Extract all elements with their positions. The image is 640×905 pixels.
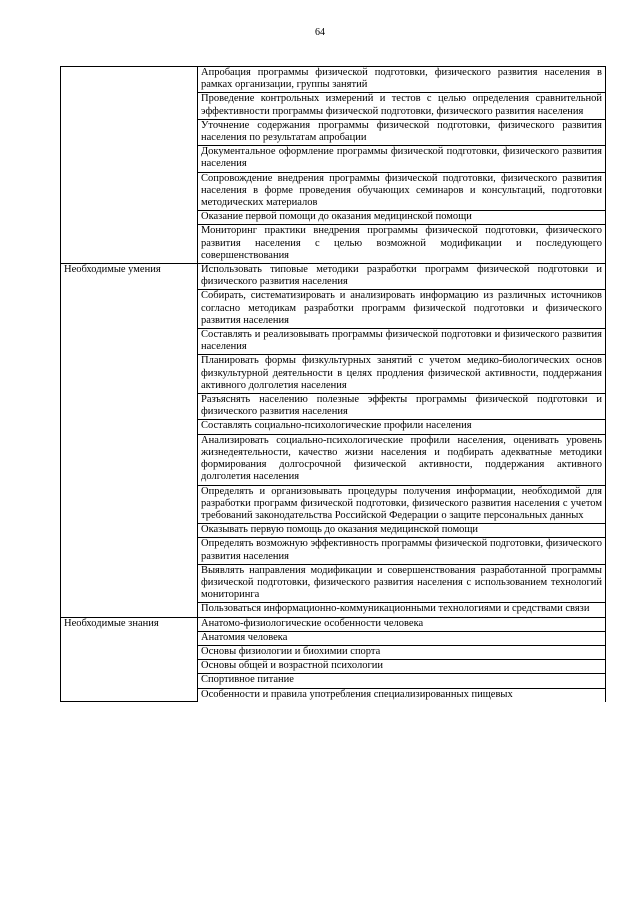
section-label-knowledge: Необходимые знания [61, 617, 198, 702]
row-text: Анатомо-физиологические особенности человека [198, 617, 606, 631]
table-row [61, 67, 606, 93]
row-text: Составлять социально-психологические профили населения [198, 420, 606, 434]
row-text: Документальное оформление программы физической подготовки, физического развития населения [198, 146, 606, 172]
row-label [61, 67, 198, 264]
row-text: Основы физиологии и биохимии спорта [198, 645, 606, 659]
row-text: Оказывать первую помощь до оказания медицинской помощи [198, 524, 606, 538]
row-text: Планировать формы физкультурных занятий с учетом медико-биологических основ физкультурной деятельности в целях продления физической активности, поддержания активного долголетия населения [198, 355, 606, 394]
row-text: Составлять и реализовывать программы физической подготовки и физического развития населения [198, 329, 606, 355]
table-row [61, 264, 606, 290]
row-text: Собирать, систематизировать и анализировать информацию из различных источников согласно методикам разработки программ физической подготовки и физического развития населения [198, 290, 606, 329]
section-label-skills: Необходимые умения [61, 264, 198, 617]
row-text: Апробация программы физической подготовки, физического развития населения в рамках организации, группы занятий [198, 67, 606, 93]
row-text: Использовать типовые методики разработки программ физической подготовки и физического развития населения [198, 264, 606, 290]
table-row [61, 617, 606, 631]
row-text: Разъяснять населению полезные эффекты программы физической подготовки и физического развития населения [198, 394, 606, 420]
row-text: Проведение контрольных измерений и тестов с целью определения сравнительной эффективности программы физической подготовки, физического развития населения [198, 93, 606, 119]
row-text: Уточнение содержания программы физической подготовки, физического развития населения по результатам апробации [198, 119, 606, 145]
row-text: Анатомия человека [198, 631, 606, 645]
row-text: Спортивное питание [198, 674, 606, 688]
row-text: Мониторинг практики внедрения программы физической подготовки, физического развития населения с целью возможной модификации и последующего совершенствования [198, 225, 606, 264]
row-text: Анализировать социально-психологические профили населения, оценивать уровень жизнедеятельности, качество жизни населения и подбирать адекватные методики формирования долгосрочной физической активности, поддержания активного долголетия населения [198, 434, 606, 485]
competency-table [60, 66, 606, 702]
row-text: Выявлять направления модификации и совершенствования разработанной программы физической подготовки, физического развития населения с использованием технологий мониторинга [198, 564, 606, 603]
row-text: Оказание первой помощи до оказания медицинской помощи [198, 211, 606, 225]
row-text: Основы общей и возрастной психологии [198, 660, 606, 674]
row-text: Сопровождение внедрения программы физической подготовки, физического развития населения в форме проведения обучающих семинаров и консультаций, подготовки методических материалов [198, 172, 606, 211]
page-number: 64 [315, 27, 325, 38]
row-text: Пользоваться информационно-коммуникационными технологиями и средствами связи [198, 603, 606, 617]
row-text: Определять возможную эффективность программы физической подготовки, физического развития населения [198, 538, 606, 564]
row-text: Особенности и правила употребления специализированных пищевых [198, 688, 606, 702]
row-text: Определять и организовывать процедуры получения информации, необходимой для разработки программ физической подготовки, физического развития населения с учетом требований законодательства Российской Федерации о защите персональных данных [198, 485, 606, 524]
